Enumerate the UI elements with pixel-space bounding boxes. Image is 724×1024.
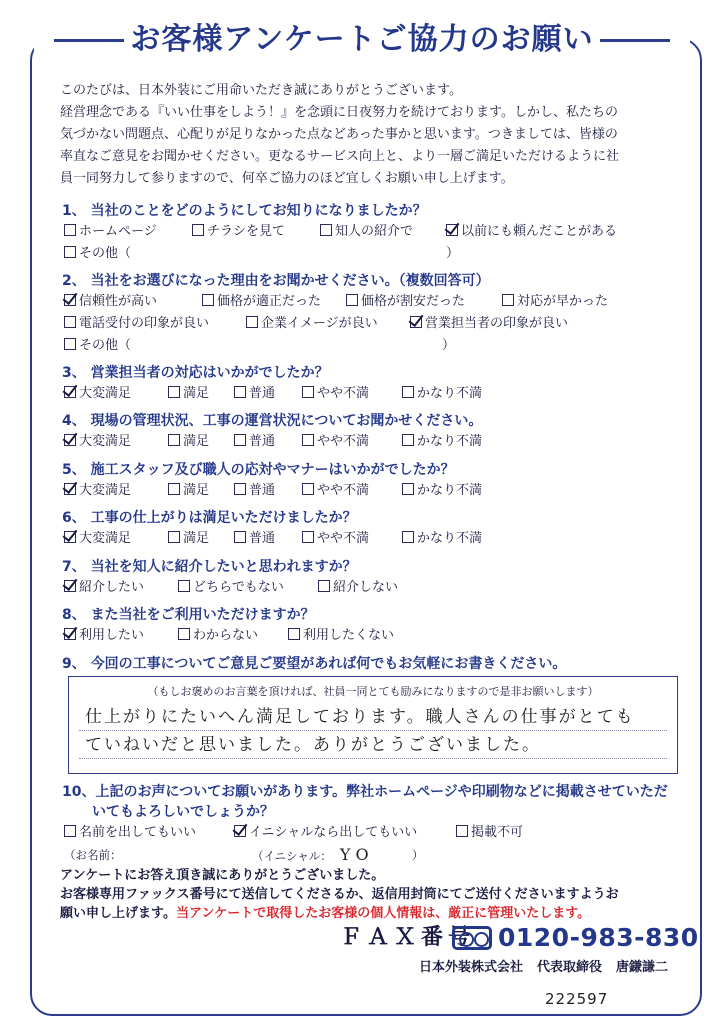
option-neutral[interactable]: [234, 480, 275, 502]
checkbox[interactable]: [402, 434, 414, 446]
option-would-refer[interactable]: [64, 577, 144, 599]
option-row: [62, 291, 702, 313]
option-sales-rep-impression[interactable]: [410, 313, 568, 335]
option-label: イニシャルなら出してもいい: [249, 825, 418, 840]
checkbox[interactable]: [234, 386, 246, 398]
option-label: 満足: [183, 531, 210, 546]
checkbox-checked[interactable]: [64, 628, 76, 640]
option-label: 名前を出してもいい: [79, 825, 197, 840]
option-reliability[interactable]: [64, 291, 157, 313]
fax-label: ＦＡＸ番号: [340, 925, 476, 950]
initial-value: Y O: [339, 845, 369, 864]
option-label: 信頼性が高い: [79, 294, 158, 309]
option-label: チラシを見て: [207, 224, 286, 239]
question-title: 5、 施工スタッフ及び職人の応対やマナーはいかがでしたか？: [62, 462, 455, 478]
option-label: 掲載不可: [471, 825, 524, 840]
option-referral[interactable]: [320, 221, 413, 243]
ceo-name: 唐鎌謙二: [615, 960, 668, 975]
checkbox[interactable]: [346, 294, 358, 306]
page-title: お客様アンケートご協力のお願い: [130, 22, 594, 57]
checkbox-checked[interactable]: [446, 224, 458, 236]
option-very-satisfied[interactable]: [64, 480, 131, 502]
option-very-satisfied[interactable]: [64, 383, 131, 405]
checkbox-checked[interactable]: [410, 316, 422, 328]
option-row: [62, 528, 702, 550]
option-repeat-customer[interactable]: [446, 221, 617, 243]
option-row: [62, 221, 702, 243]
handwritten-comment-line: ていねいだと思いました。ありがとうございました。: [79, 733, 667, 759]
option-label: 大変満足: [79, 531, 132, 546]
thanks-line-part: 願い申し上げます。: [60, 906, 176, 921]
checkbox-checked[interactable]: [234, 825, 246, 837]
option-label: 利用したくない: [303, 628, 395, 643]
intro-text: [60, 80, 680, 190]
question-5: [62, 460, 702, 502]
question-title: 9、 今回の工事についてご意見ご要望があれば何でもお気軽にお書きください。: [62, 656, 567, 672]
checkbox[interactable]: [64, 338, 76, 350]
checkbox[interactable]: [402, 531, 414, 543]
option-publish-name[interactable]: [64, 822, 196, 844]
option-label: やや不満: [317, 531, 370, 546]
title-dash-right: [600, 39, 670, 42]
checkbox[interactable]: [302, 483, 314, 495]
comment-box[interactable]: [68, 676, 678, 774]
option-label: 以前にも頼んだことがある: [461, 224, 618, 239]
option-phone-impression[interactable]: [64, 313, 209, 335]
title-block: [34, 20, 689, 60]
checkbox[interactable]: [178, 628, 190, 640]
option-very-dissatisfied[interactable]: [402, 383, 482, 405]
checkbox[interactable]: [178, 580, 190, 592]
option-label: 紹介したい: [79, 580, 145, 595]
option-row: [62, 577, 702, 599]
checkbox[interactable]: [64, 246, 76, 258]
option-would-not-refer[interactable]: [318, 577, 398, 599]
option-label: かなり不満: [417, 531, 483, 546]
option-satisfied[interactable]: [168, 528, 209, 550]
checkbox[interactable]: [502, 294, 514, 306]
option-label: 満足: [183, 483, 210, 498]
question-title: 3、 営業担当者の対応はいかがでしたか？: [62, 365, 329, 381]
privacy-notice: 当アンケートで取得したお客様の個人情報は、厳正に管理いたします。: [175, 906, 591, 921]
question-title: 7、 当社を知人に紹介したいと思われますか？: [62, 559, 357, 575]
checkbox[interactable]: [318, 580, 330, 592]
option-corporate-image[interactable]: [246, 313, 378, 335]
checkbox[interactable]: [288, 628, 300, 640]
name-field-label: （お名前：: [64, 848, 122, 862]
initial-field[interactable]: [252, 844, 369, 867]
comment-note: （もしお褒めのお言葉を頂ければ、社員一同とても励みになりますので是非お願いします）: [147, 685, 599, 698]
question-7: [62, 557, 702, 599]
checkbox[interactable]: [402, 386, 414, 398]
intro-line: 経営理念である『いい仕事をしよう！』を念頭に日夜努力を続けております。しかし、私たちの: [60, 105, 618, 120]
question-3: [62, 363, 702, 405]
option-label: 電話受付の印象が良い: [79, 316, 210, 331]
option-very-dissatisfied[interactable]: [402, 431, 482, 453]
option-label: 企業イメージが良い: [261, 316, 378, 331]
checkbox-checked[interactable]: [64, 386, 76, 398]
option-homepage[interactable]: [64, 221, 157, 243]
option-fast-response[interactable]: [502, 291, 608, 313]
option-row: [62, 625, 702, 647]
close-paren: ）: [446, 246, 460, 261]
checkbox-checked[interactable]: [64, 483, 76, 495]
option-satisfied[interactable]: [168, 431, 209, 453]
option-neutral[interactable]: [234, 528, 275, 550]
question-4: [62, 411, 702, 453]
title-dash-left: [54, 39, 124, 42]
company-name: 日本外装株式会社: [418, 960, 523, 975]
option-label: 対応が早かった: [517, 294, 609, 309]
question-title: 2、 当社をお選びになった理由をお聞かせください。（複数回答可）: [62, 273, 490, 289]
checkbox[interactable]: [64, 825, 76, 837]
question-title: 1、 当社のことをどのようにしてお知りになりましたか？: [62, 203, 427, 219]
checkbox[interactable]: [168, 531, 180, 543]
question-10: [62, 782, 702, 866]
option-row: [62, 243, 702, 265]
option-undecided[interactable]: [178, 577, 284, 599]
option-somewhat-dissatisfied[interactable]: [302, 383, 369, 405]
checkbox[interactable]: [202, 294, 214, 306]
option-label: 普通: [249, 483, 276, 498]
name-row: [62, 844, 702, 866]
option-label: ホームページ: [79, 224, 157, 239]
checkbox[interactable]: [320, 224, 332, 236]
question-title: 8、 また当社をご利用いただけますか？: [62, 607, 315, 623]
option-label: やや不満: [317, 386, 370, 401]
thanks-line: アンケートにお答え頂き誠にありがとうございました。: [60, 868, 385, 883]
option-row: [62, 383, 702, 405]
option-would-not-use[interactable]: [288, 625, 394, 647]
thank-you-text: [60, 866, 680, 923]
option-somewhat-dissatisfied[interactable]: [302, 528, 369, 550]
option-publish-initials[interactable]: [234, 822, 417, 844]
option-label: 普通: [249, 531, 276, 546]
option-label: 紹介しない: [333, 580, 399, 595]
fax-number[interactable]: 0120-983-830: [498, 923, 699, 952]
option-other[interactable]: [64, 335, 131, 357]
option-would-use[interactable]: [64, 625, 144, 647]
checkbox-checked[interactable]: [64, 531, 76, 543]
question-title-cont: いてもよろしいでしょうか？: [92, 804, 274, 820]
option-other[interactable]: [64, 243, 131, 265]
option-label: やや不満: [317, 483, 370, 498]
option-cheap-price[interactable]: [346, 291, 465, 313]
checkbox-checked[interactable]: [64, 580, 76, 592]
option-no-publish[interactable]: [456, 822, 523, 844]
option-label: 知人の紹介で: [335, 224, 414, 239]
option-neutral[interactable]: [234, 431, 275, 453]
checkbox[interactable]: [302, 386, 314, 398]
option-label: 価格が適正だった: [217, 294, 322, 309]
question-1: [62, 201, 702, 265]
option-fair-price[interactable]: [202, 291, 321, 313]
option-label: 大変満足: [79, 434, 132, 449]
option-label: やや不満: [317, 434, 370, 449]
close-paren: ）: [442, 338, 456, 353]
option-row: [62, 431, 702, 453]
checkbox[interactable]: [302, 531, 314, 543]
checkbox[interactable]: [402, 483, 414, 495]
serial-number: 222597: [545, 990, 609, 1008]
option-row: [62, 335, 702, 357]
checkbox[interactable]: [302, 434, 314, 446]
checkbox[interactable]: [168, 483, 180, 495]
option-neutral[interactable]: [234, 383, 275, 405]
thanks-line: お客様専用ファックス番号にて送信してくださるか、返信用封筒にてご送付くださいますようお: [60, 887, 619, 902]
option-label: 普通: [249, 386, 276, 401]
checkbox[interactable]: [168, 386, 180, 398]
option-somewhat-dissatisfied[interactable]: [302, 480, 369, 502]
option-satisfied[interactable]: [168, 383, 209, 405]
option-very-dissatisfied[interactable]: [402, 528, 482, 550]
option-label: 大変満足: [79, 386, 132, 401]
initial-field-label: （イニシャル：: [252, 849, 332, 863]
question-8: [62, 605, 702, 647]
question-title: 10、上記のお声についてお願いがあります。弊社ホームページや印刷物などに掲載させていただ: [62, 784, 668, 800]
question-6: [62, 508, 702, 550]
checkbox-checked[interactable]: [64, 294, 76, 306]
option-satisfied[interactable]: [168, 480, 209, 502]
option-label: 満足: [183, 434, 210, 449]
company-signature: [340, 956, 668, 975]
intro-line: 率直なご意見をお聞かせください。更なるサービス向上と、より一層ご満足いただけるように社: [60, 149, 620, 164]
ceo-title: 代表取締役: [536, 960, 602, 975]
option-not-sure[interactable]: [178, 625, 258, 647]
option-label: かなり不満: [417, 434, 483, 449]
option-very-satisfied[interactable]: [64, 528, 131, 550]
checkbox[interactable]: [168, 434, 180, 446]
checkbox[interactable]: [234, 531, 246, 543]
checkbox[interactable]: [246, 316, 258, 328]
checkbox[interactable]: [64, 224, 76, 236]
option-row: [62, 313, 702, 335]
freedial-icon: [452, 926, 492, 950]
intro-line: 気づかない問題点、心配りが足りなかった点などあった事かと思います。つきましては、皆様の: [60, 127, 618, 142]
option-very-satisfied[interactable]: [64, 431, 131, 453]
option-label: 営業担当者の印象が良い: [425, 316, 569, 331]
option-label: その他（: [79, 338, 132, 353]
option-label: かなり不満: [417, 483, 483, 498]
option-very-dissatisfied[interactable]: [402, 480, 482, 502]
option-somewhat-dissatisfied[interactable]: [302, 431, 369, 453]
checkbox[interactable]: [64, 316, 76, 328]
option-label: 普通: [249, 434, 276, 449]
option-row: [62, 822, 702, 844]
handwritten-comment-line: 仕上がりにたいへん満足しております。職人さんの仕事がとても: [79, 705, 667, 731]
option-label: 満足: [183, 386, 210, 401]
fax-row: [340, 920, 699, 956]
question-2: [62, 271, 702, 357]
question-title: 6、 工事の仕上がりは満足いただけましたか？: [62, 510, 357, 526]
checkbox-checked[interactable]: [64, 434, 76, 446]
option-row: [62, 480, 702, 502]
option-label: 価格が割安だった: [361, 294, 466, 309]
title-row: [0, 20, 724, 60]
checkbox[interactable]: [234, 434, 246, 446]
option-label: 利用したい: [79, 628, 145, 643]
question-title: 4、 現場の管理状況、工事の運営状況についてお聞かせください。: [62, 413, 483, 429]
question-9: [62, 654, 702, 674]
option-label: どちらでもない: [193, 580, 284, 595]
option-label: その他（: [79, 246, 132, 261]
checkbox[interactable]: [234, 483, 246, 495]
initial-close-paren: ）: [412, 848, 424, 862]
option-label: わからない: [193, 628, 259, 643]
option-flyer[interactable]: [192, 221, 285, 243]
option-label: かなり不満: [417, 386, 483, 401]
intro-line: 員一同努力して参りますので、何卒ご協力のほど宜しくお願い申し上げます。: [60, 171, 514, 186]
intro-line: このたびは、日本外装にご用命いただき誠にありがとうございます。: [60, 83, 462, 98]
checkbox[interactable]: [456, 825, 468, 837]
option-label: 大変満足: [79, 483, 132, 498]
checkbox[interactable]: [192, 224, 204, 236]
